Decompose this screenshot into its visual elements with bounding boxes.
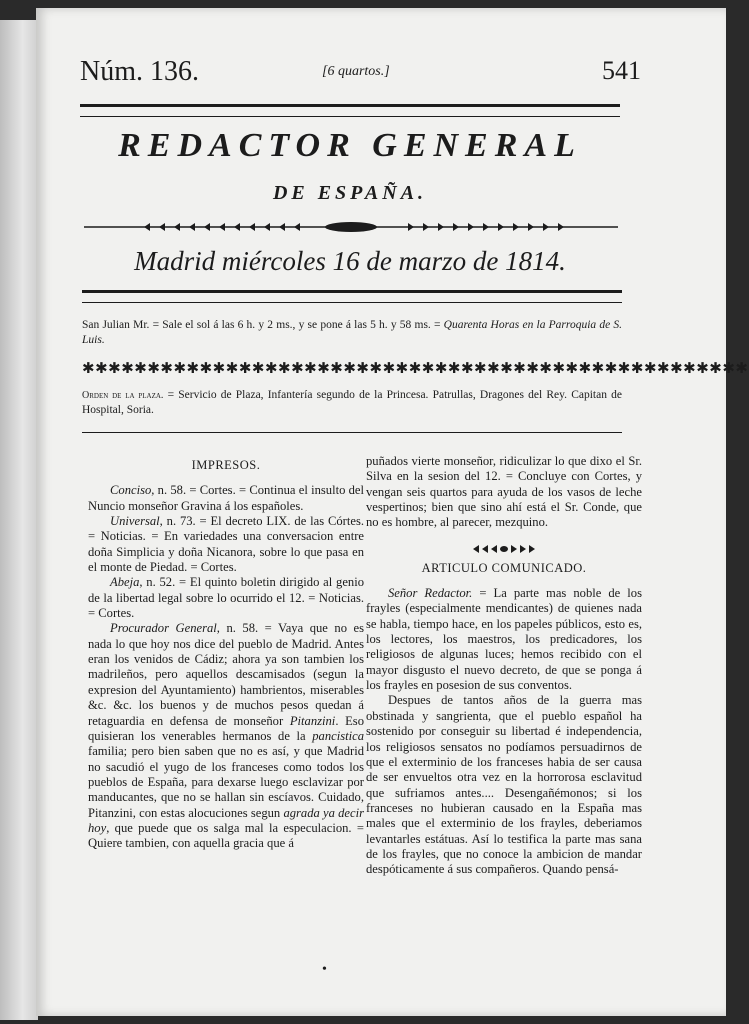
universal-text: , n. 73. = El decreto LIX. de las Córtes. = Noticias. = En variedades una conversacion entre doña Simplicia y doña Nicanora, sobre lo que pasa en el monte de Piedad. = Cortes. — [88, 514, 364, 575]
issue-header — [80, 56, 641, 96]
small-ornament — [366, 543, 642, 555]
small-ornament-icon — [469, 543, 539, 555]
procurador-title: Procurador General — [110, 621, 217, 636]
procurador-text-b: . Eso quisieran los venerables hermanos de la — [88, 713, 365, 743]
articulo-text-1: = La parte mas noble de los frayles (especialmente mendicantes) de quienes nada se habla, tiempo hace, en los papeles públicos, esto es, los lectores, los maestros, los predicadores, los religiosos de algunas luces; hemos recibido con el mayor disgusto el nuevo decreto, de que se ponga á los frayles en posesion de sus conventos. — [366, 586, 642, 693]
procurador-italic-agrada: agrada ya decir hoy — [88, 805, 364, 835]
saint-notice — [82, 318, 622, 348]
facing-page-edge — [0, 20, 38, 1020]
star-divider: ✱✱✱✱✱✱✱✱✱✱✱✱✱✱✱✱✱✱✱✱✱✱✱✱✱✱✱✱✱✱✱✱✱✱✱✱✱✱✱✱✱✱✱✱✱✱✱✱✱✱✱ — [82, 361, 749, 377]
plaza-notice — [82, 388, 622, 418]
section-rule — [82, 432, 622, 433]
procurador-text-c: familia; pero bien saben que no es así, y que Madrid no sacudió el yugo de los franceses como todos los pueblos de España, para dexarse luego esclavizar por manducantes, que no se hallan sin escíavos. Cuidado, Pitanzini, con estas alocuciones segun — [88, 744, 364, 820]
procurador-entry — [88, 621, 364, 851]
articulo-paragraph-2: Despues de tantos años de la guerra mas obstinada y sangrienta, que el pueblo español ha sostenido por conseguir su libertad é independencia, los religiosos sensatos no podíamos persuadirnos de que el exterminio de los franceses habia de ser causa de ser envueltos otra vez en la horrorosa esclavitud que sufriamos antes.... Desengañémonos; si los franceses no hubieran causado en la España mas males que el exterminio de los frayles, deberiamos levantarles estátuas. Así lo testifica la parte mas sana de los frayles, que no conoce la ambicion de mandar despóticamente á sus compañeros. Quando pensá- — [366, 693, 642, 877]
procurador-text-d: , que puede que os salga mal la especulacion. = Quiere tambien, con aquella gracia que á — [88, 820, 364, 851]
articulo-heading: ARTICULO COMUNICADO. — [421, 560, 587, 575]
conciso-entry — [88, 483, 364, 514]
articulo-paragraph-1 — [366, 586, 642, 693]
ornamental-divider — [84, 220, 618, 234]
continuation-paragraph: puñados vierte monseñor, ridiculizar lo que dixo el Sr. Silva en la sesion del 12. = Concluye con Cortes, y vengan seis quartos para ayuda de los vasos de leche vespertinos; bien que sino ahí está el Sr. Conde, que no es hombre, al parecer, mezquino. — [366, 454, 642, 530]
dateline: Madrid miércoles 16 de marzo de 1814. — [134, 246, 566, 276]
saint-notice-italic: Quarenta Horas en la Parroquia de S. Luis. — [82, 319, 622, 346]
page-number: 541 — [602, 56, 641, 85]
abeja-entry — [88, 575, 364, 621]
plaza-notice-label: Orden de la plaza. — [82, 390, 164, 401]
left-column — [88, 454, 364, 852]
universal-entry — [88, 514, 364, 575]
conciso-text: , n. 58. = Cortes. = Continua el insulto del Nuncio monseñor Gravina á los españoles. — [88, 483, 364, 513]
bottom-mark: • — [322, 962, 327, 977]
masthead-subtitle: DE ESPAÑA. — [272, 182, 428, 204]
issue-number: Núm. 136. — [80, 56, 199, 87]
universal-title: Universal — [110, 514, 160, 529]
abeja-text: , n. 52. = El quinto boletin dirigido al genio de la libertad legal sobre lo ocurrido el 12. = Noticias. = Cortes. — [88, 575, 364, 621]
plaza-notice-text: = Servicio de Plaza, Infantería segundo de la Princesa. Patrullas, Dragones del Rey. Capitan de Hospital, Soria. — [82, 389, 623, 416]
procurador-italic-pitanzini: Pitanzini — [289, 713, 336, 728]
top-double-rule — [80, 104, 620, 117]
right-column — [366, 454, 642, 878]
procurador-text-a: , n. 58. = Vaya que no es nada lo que hoy nos dice del pueblo de Madrid. Antes eran los venidos de Cádiz; ahora ya son tambien los madrileños, pero aquellos descamisados (segun la expresion del Ayuntamiento) hambrientos, miserables &c. &c. los buenos y de muchos pesos quedan á retaguardia en defensa de monseñor — [88, 621, 364, 728]
conciso-title: Conciso — [110, 483, 152, 498]
issue-price: [6 quartos.] — [322, 64, 390, 79]
abeja-title: Abeja — [110, 575, 140, 590]
impresos-heading: IMPRESOS. — [191, 458, 261, 472]
procurador-italic-pancistica: pancistica — [312, 728, 364, 743]
saint-notice-text: San Julian Mr. = Sale el sol á las 6 h. y 2 ms., y se pone á las 5 h. y 58 ms. = — [82, 319, 444, 331]
dateline-double-rule — [82, 290, 622, 303]
articulo-salutation: Señor Redactor. — [388, 586, 473, 601]
masthead-title: REDACTOR GENERAL — [118, 127, 582, 164]
